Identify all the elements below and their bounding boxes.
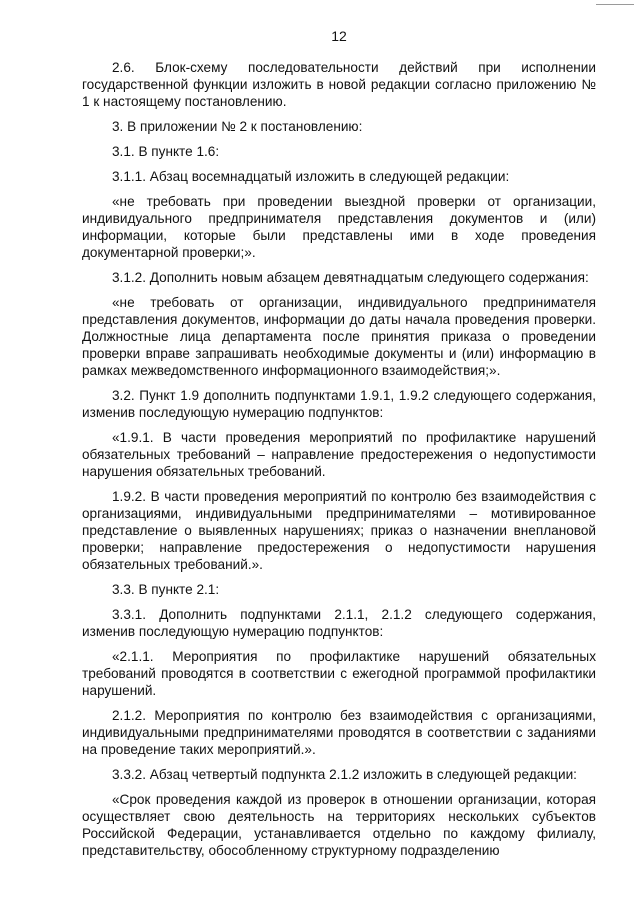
quote-subpoint-2-1-1: «2.1.1. Мероприятия по профилактике нарушений обязательных требований проводятся в соответствии с ежегодной программой профилактики нарушений.: [82, 649, 596, 698]
quote-subpoint-1-9-1: «1.9.1. В части проведения мероприятий по профилактике нарушений обязательных требований – направление предостережения о недопустимости нарушения обязательных требований.: [82, 430, 596, 479]
quote-paragraph-18: «не требовать при проведении выездной проверки от организации, индивидуального предпринимателя представления документов и (или) информации, которые были представлены ими в ходе проведения документарной проверки;».: [82, 194, 596, 260]
page-number: 12: [331, 28, 347, 44]
paragraph-3-1-2: 3.1.2. Дополнить новым абзацем девятнадцатым следующего содержания:: [112, 270, 589, 285]
quote-inspection-term: «Срок проведения каждой из проверок в отношении организации, которая осуществляет свою деятельность на территориях нескольких субъектов Российской Федерации, устанавливается отдельно по каждому филиалу, представительству, обособленному структурному подразделению: [82, 792, 596, 858]
paragraph-3: 3. В приложении № 2 к постановлению:: [112, 119, 363, 134]
quote-paragraph-19: «не требовать от организации, индивидуального предпринимателя представления документов, информации до даты начала проведения проверки. Должностные лица департамента после принятия приказа о проведении проверки вправе запрашивать необходимые документы и (или) информацию в рамках межведомственного информационного взаимодействия;».: [82, 295, 596, 378]
paragraph-3-1: 3.1. В пункте 1.6:: [112, 144, 220, 159]
paragraph-3-3-1: 3.3.1. Дополнить подпунктами 2.1.1, 2.1.2 следующего содержания, изменив последующую нумерацию подпунктов:: [82, 607, 596, 639]
subpoint-1-9-2: 1.9.2. В части проведения мероприятий по контролю без взаимодействия с организациями, индивидуальными предпринимателями – мотивированное представление о выявленных нарушениях; приказ о назначении внеплановой проверки; направление предостережения о недопустимости нарушения обязательных требований.».: [82, 489, 596, 572]
paragraph-3-3-2: 3.3.2. Абзац четвертый подпункта 2.1.2 изложить в следующей редакции:: [112, 767, 577, 782]
paragraph-2-6: 2.6. Блок-схему последовательности действий при исполнении государственной функции изложить в новой редакции согласно приложению № 1 к настоящему постановлению.: [82, 60, 596, 109]
paragraph-3-2: 3.2. Пункт 1.9 дополнить подпунктами 1.9.1, 1.9.2 следующего содержания, изменив последующую нумерацию подпунктов:: [82, 388, 596, 420]
document-body: [82, 59, 596, 859]
paragraph-3-3: 3.3. В пункте 2.1:: [112, 582, 220, 597]
paragraph-3-1-1: 3.1.1. Абзац восемнадцатый изложить в следующей редакции:: [112, 169, 510, 184]
subpoint-2-1-2: 2.1.2. Мероприятия по контролю без взаимодействия с организациями, индивидуальными предпринимателями проводятся в соответствии с заданиями на проведение таких мероприятий.».: [82, 708, 596, 757]
corner-scan-mark: [596, 0, 634, 5]
